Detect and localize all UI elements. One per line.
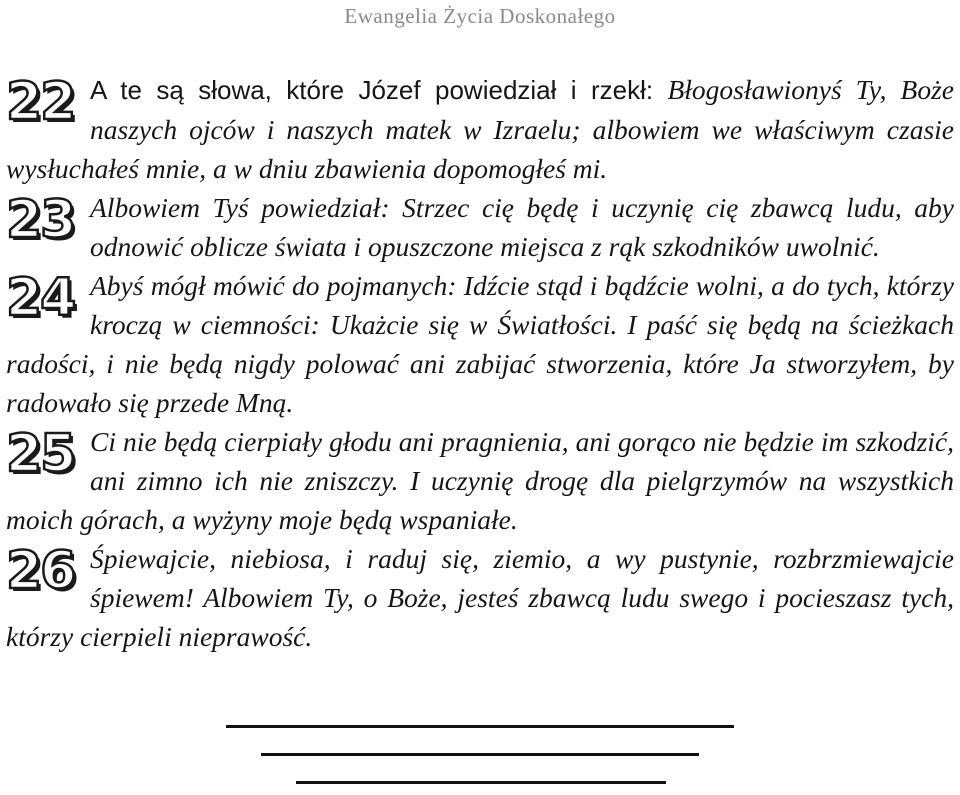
verse-intro: A te są słowa, które Józef powiedział i rzekł: [90, 75, 668, 105]
running-head: Ewangelia Życia Doskonałego [344, 4, 616, 28]
verse-22 [6, 70, 954, 188]
verse-body: Śpiewajcie, niebiosa, i raduj się, ziemio, a wy pustynie, rozbrzmiewajcie śpiewem! Albowiem Ty, o Boże, jesteś zbawcą ludu swego i pocieszasz tych, którzy cierpieli nieprawość. [6, 543, 954, 652]
verse-body: Albowiem Tyś powiedział: Strzec cię będę i uczynię cię zbawcą ludu, aby odnowić oblicze świata i opuszczone miejsca z rąk szkodników uwolnić. [90, 192, 954, 262]
verse-number: 24 [6, 268, 75, 328]
verse-24 [6, 266, 954, 422]
end-ornament-line [261, 753, 699, 756]
verse-25 [6, 422, 954, 539]
end-ornament-line [296, 781, 666, 784]
verse-number: 26 [6, 541, 75, 601]
verse-body: Abyś mógł mówić do pojmanych: Idźcie stąd i bądźcie wolni, a do tych, którzy kroczą w ciemności: Ukażcie się w Światłości. I paść się będą na ścieżkach radości, i nie będą nigdy polować ani zabijać stworzenia, które Ja stworzyłem, by radowało się przede Mną. [6, 270, 954, 418]
verse-number: 25 [6, 424, 75, 484]
end-ornament-line [226, 725, 734, 728]
verse-number: 23 [6, 190, 75, 250]
verse-23 [6, 188, 954, 266]
verse-body: Błogosławionyś Ty, Boże naszych ojców i naszych matek w Izraelu; albowiem we właściwym czasie wysłuchałeś mnie, a w dniu zbawienia dopomogłeś mi. [6, 74, 954, 184]
verse-26 [6, 539, 954, 656]
verse-body: Ci nie będą cierpiały głodu ani pragnienia, ani gorąco nie będzie im szkodzić, ani zimno ich nie zniszczy. I uczynię drogę dla pielgrzymów na wszystkich moich górach, a wyżyny moje będą wspaniałe. [6, 426, 954, 535]
verse-number: 22 [6, 72, 75, 132]
verse-text-block [6, 70, 954, 656]
